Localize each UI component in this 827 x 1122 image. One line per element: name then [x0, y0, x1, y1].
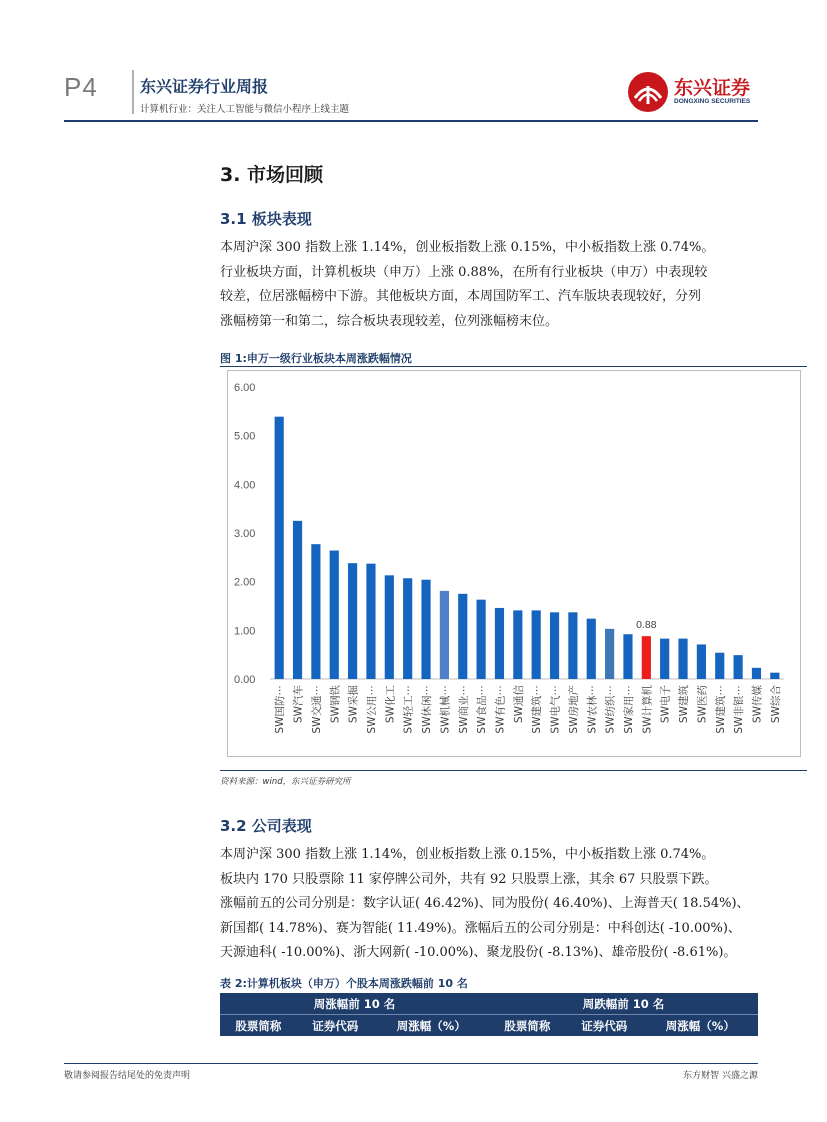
paragraph-line: 行业板块方面，计算机板块（申万）上涨 0.88%，在所有行业板块（申万）中表现较 — [220, 264, 708, 280]
x-tick-label: SW建筑⋯ — [531, 685, 544, 734]
figure-rule — [220, 366, 807, 367]
bar — [403, 578, 412, 679]
bar — [623, 634, 632, 679]
bar — [330, 551, 339, 679]
x-tick-label: SW综合 — [769, 685, 782, 724]
header-rule — [64, 120, 758, 122]
bar — [660, 639, 669, 679]
bar — [275, 417, 284, 679]
column-header: 周涨幅（%） — [374, 1015, 489, 1037]
paragraph-line: 较差，位居涨幅榜中下游。其他板块方面，本周国防军工、汽车版块表现较好，分列 — [220, 289, 702, 304]
x-tick-label: SW钢铁 — [329, 685, 342, 724]
y-tick-label: 1.00 — [234, 625, 256, 638]
bar — [477, 600, 486, 679]
group-header-up: 周涨幅前 10 名 — [220, 993, 489, 1015]
logo-text-cn: 东兴证券 — [674, 77, 751, 99]
x-tick-label: SW电子 — [659, 685, 672, 724]
x-tick-label: SW商业⋯ — [457, 685, 470, 734]
x-tick-label: SW计算机 — [641, 685, 654, 734]
x-tick-label: SW家用⋯ — [622, 685, 635, 734]
column-header: 股票简称 — [489, 1015, 566, 1037]
company-logo — [628, 70, 758, 114]
x-tick-label: SW食品⋯ — [476, 685, 489, 734]
table-group-row — [220, 993, 758, 1015]
x-tick-label: SW交通⋯ — [310, 685, 323, 734]
figure-caption: 图 1:申万一级行业板块本周涨跌幅情况 — [220, 352, 412, 365]
chart-frame — [227, 370, 801, 757]
bar — [642, 636, 651, 679]
x-tick-label: SW化工 — [384, 685, 397, 724]
bar — [513, 610, 522, 679]
bar — [366, 564, 375, 679]
logo-text-en: DONGXING SECURITIES — [674, 98, 751, 105]
column-header: 证券代码 — [566, 1015, 643, 1037]
chart-source: 资料来源：wind，东兴证券研究所 — [220, 777, 351, 787]
bar — [734, 655, 743, 679]
bar — [311, 544, 320, 679]
bar — [715, 653, 724, 679]
bar — [293, 521, 302, 679]
x-tick-label: SW电气⋯ — [549, 685, 562, 734]
paragraph-line: 涨幅榜第一和第二，综合板块表现较差，位列涨幅榜末位。 — [220, 313, 559, 329]
top10-table — [220, 993, 758, 1036]
bar — [770, 673, 779, 679]
bar — [568, 612, 577, 679]
bar — [587, 619, 596, 679]
chart-rule — [220, 770, 807, 771]
page-number: P4 — [64, 72, 98, 102]
bar — [348, 563, 357, 679]
paragraph-line: 涨幅前五的公司分别是：数字认证( 46.42%)、同为股份( 46.40%)、上海普天( 18.54%)、 — [220, 896, 750, 911]
x-tick-label: SW通信 — [512, 685, 525, 724]
footer-slogan: 东方财智 兴盛之源 — [683, 1071, 758, 1081]
x-tick-label: SW采掘 — [347, 685, 360, 724]
x-tick-label: SW有色⋯ — [494, 685, 507, 734]
paragraph-line: 新国都( 14.78%)、赛为智能( 11.49%)。涨幅后五的公司分别是：中科创达( -10.00%)、 — [220, 920, 741, 936]
group-header-down: 周跌幅前 10 名 — [489, 993, 758, 1015]
x-tick-label: SW休闲⋯ — [421, 685, 434, 734]
y-tick-label: 2.00 — [234, 576, 256, 589]
x-tick-label: SW轻工⋯ — [402, 685, 415, 734]
y-tick-label: 0.00 — [234, 674, 256, 686]
section-title: 3. 市场回顾 — [220, 164, 324, 186]
bar — [495, 608, 504, 679]
paragraph-line: 本周沪深 300 指数上涨 1.14%，创业板指数上涨 0.15%，中小板指数上涨 0.74%。 — [220, 240, 715, 255]
bar-chart — [228, 371, 800, 756]
y-tick-label: 4.00 — [234, 479, 256, 492]
column-header: 股票简称 — [220, 1015, 297, 1037]
report-title: 东兴证券行业周报 — [140, 77, 269, 96]
bar — [605, 629, 614, 679]
paragraph-line: 天源迪科( -10.00%)、浙大网新( -10.00%)、聚龙股份( -8.13%)、雄帝股份( -8.61%)。 — [220, 945, 737, 960]
subsection-title-sector: 3.1 板块表现 — [220, 210, 312, 228]
bar — [752, 668, 761, 679]
company-paragraph — [220, 843, 760, 966]
y-tick-label: 6.00 — [234, 382, 256, 394]
x-tick-label: SW农林⋯ — [586, 685, 599, 734]
data-label: 0.88 — [636, 619, 657, 632]
subsection-title-company: 3.2 公司表现 — [220, 817, 312, 835]
x-tick-label: SW公用⋯ — [365, 685, 378, 734]
x-tick-label: SW建筑⋯ — [714, 685, 727, 734]
paragraph-line: 本周沪深 300 指数上涨 1.14%，创业板指数上涨 0.15%，中小板指数上涨 0.74%。 — [220, 847, 715, 862]
column-header: 证券代码 — [297, 1015, 374, 1037]
x-tick-label: SW国防⋯ — [274, 685, 287, 734]
x-tick-label: SW纺织⋯ — [604, 685, 617, 734]
header-divider — [132, 70, 134, 114]
x-tick-label: SW医药 — [696, 685, 709, 724]
x-tick-label: SW建筑 — [678, 685, 691, 724]
x-tick-label: SW房地产 — [567, 685, 580, 734]
bar — [440, 591, 449, 679]
logo-emblem-icon — [628, 72, 668, 112]
paragraph-line: 板块内 170 只股票除 11 家停牌公司外，共有 92 只股票上涨，其余 67 只股票下跌。 — [220, 871, 718, 887]
bar — [550, 612, 559, 679]
x-tick-label: SW非银⋯ — [733, 685, 746, 734]
bar — [421, 580, 430, 679]
bar — [458, 594, 467, 679]
footer-rule — [64, 1063, 758, 1064]
bar — [385, 575, 394, 679]
x-tick-label: SW汽车 — [292, 685, 305, 724]
sector-paragraph — [220, 236, 760, 334]
x-tick-label: SW机械⋯ — [439, 685, 452, 734]
footer-disclaimer: 敬请参阅报告结尾处的免责声明 — [64, 1071, 191, 1081]
y-tick-label: 3.00 — [234, 528, 256, 540]
column-header: 周涨幅（%） — [643, 1015, 758, 1037]
table-caption: 表 2:计算机板块（申万）个股本周涨跌幅前 10 名 — [220, 977, 468, 990]
table-header-row — [220, 1015, 758, 1037]
bar — [697, 644, 706, 679]
x-tick-label: SW传媒 — [751, 685, 764, 724]
report-subtitle: 计算机行业：关注人工智能与微信小程序上线主题 — [140, 104, 350, 115]
bar — [678, 639, 687, 679]
bar — [532, 610, 541, 679]
y-tick-label: 5.00 — [234, 430, 256, 443]
